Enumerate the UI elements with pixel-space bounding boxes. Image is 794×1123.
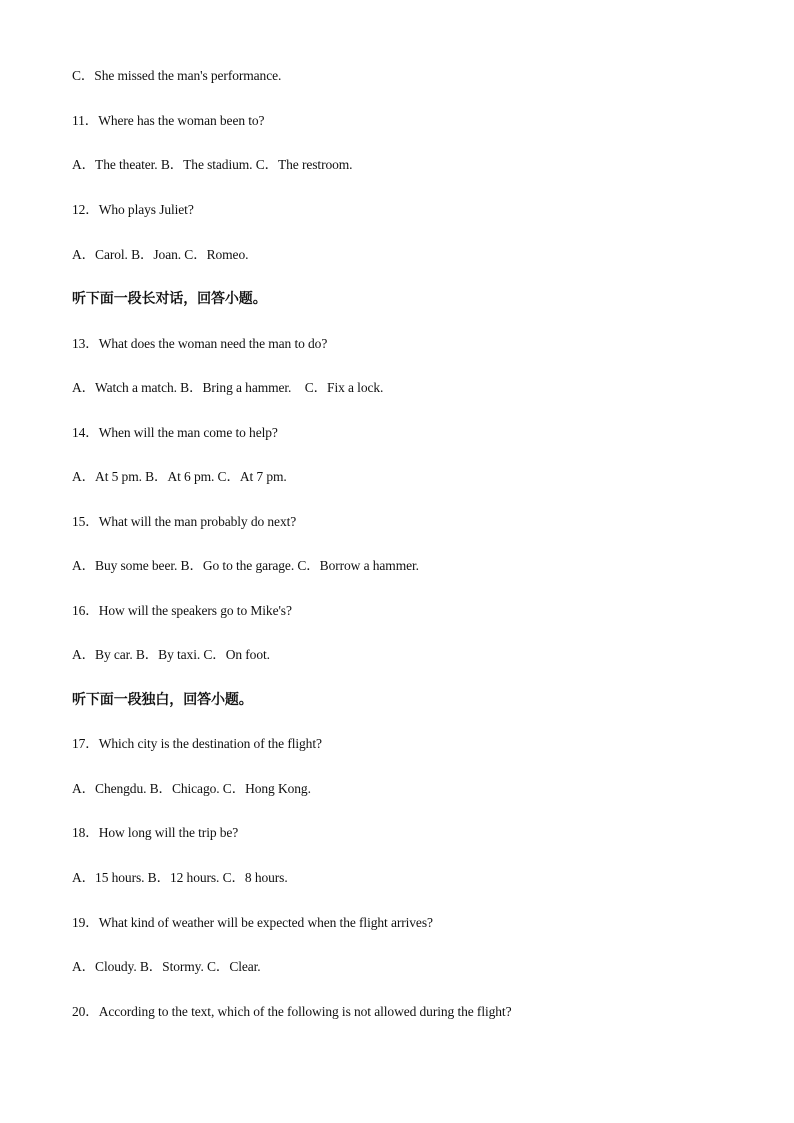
question-14: 14．When will the man come to help?: [72, 425, 278, 440]
options-q12: A．Carol. B．Joan. C．Romeo.: [72, 247, 249, 262]
options-q19: A．Cloudy. B．Stormy. C．Clear.: [72, 959, 261, 974]
section-heading-long-dialogue: 听下面一段长对话，回答小题。: [72, 291, 267, 307]
question-13: 13．What does the woman need the man to do?: [72, 336, 328, 351]
question-11: 11．Where has the woman been to?: [72, 113, 265, 128]
options-q11: A．The theater. B．The stadium. C．The restroom.: [72, 157, 353, 172]
question-12: 12．Who plays Juliet?: [72, 202, 194, 217]
options-q14: A．At 5 pm. B．At 6 pm. C．At 7 pm.: [72, 469, 287, 484]
options-q18: A．15 hours. B．12 hours. C．8 hours.: [72, 870, 288, 885]
question-17: 17．Which city is the destination of the flight?: [72, 736, 322, 751]
question-15: 15．What will the man probably do next?: [72, 514, 297, 529]
options-q13: A．Watch a match. B．Bring a hammer. C．Fix a lock.: [72, 380, 384, 395]
question-19: 19．What kind of weather will be expected when the flight arrives?: [72, 915, 433, 930]
question-18: 18．How long will the trip be?: [72, 825, 239, 840]
options-q15: A．Buy some beer. B．Go to the garage. C．Borrow a hammer.: [72, 558, 419, 573]
section-heading-monologue: 听下面一段独白，回答小题。: [72, 692, 253, 708]
options-q17: A．Chengdu. B．Chicago. C．Hong Kong.: [72, 781, 311, 796]
options-q16: A．By car. B．By taxi. C．On foot.: [72, 647, 270, 662]
question-20: 20．According to the text, which of the following is not allowed during the flight?: [72, 1004, 512, 1019]
question-16: 16．How will the speakers go to Mike's?: [72, 603, 292, 618]
option-line-q10: C．She missed the man's performance.: [72, 68, 282, 83]
